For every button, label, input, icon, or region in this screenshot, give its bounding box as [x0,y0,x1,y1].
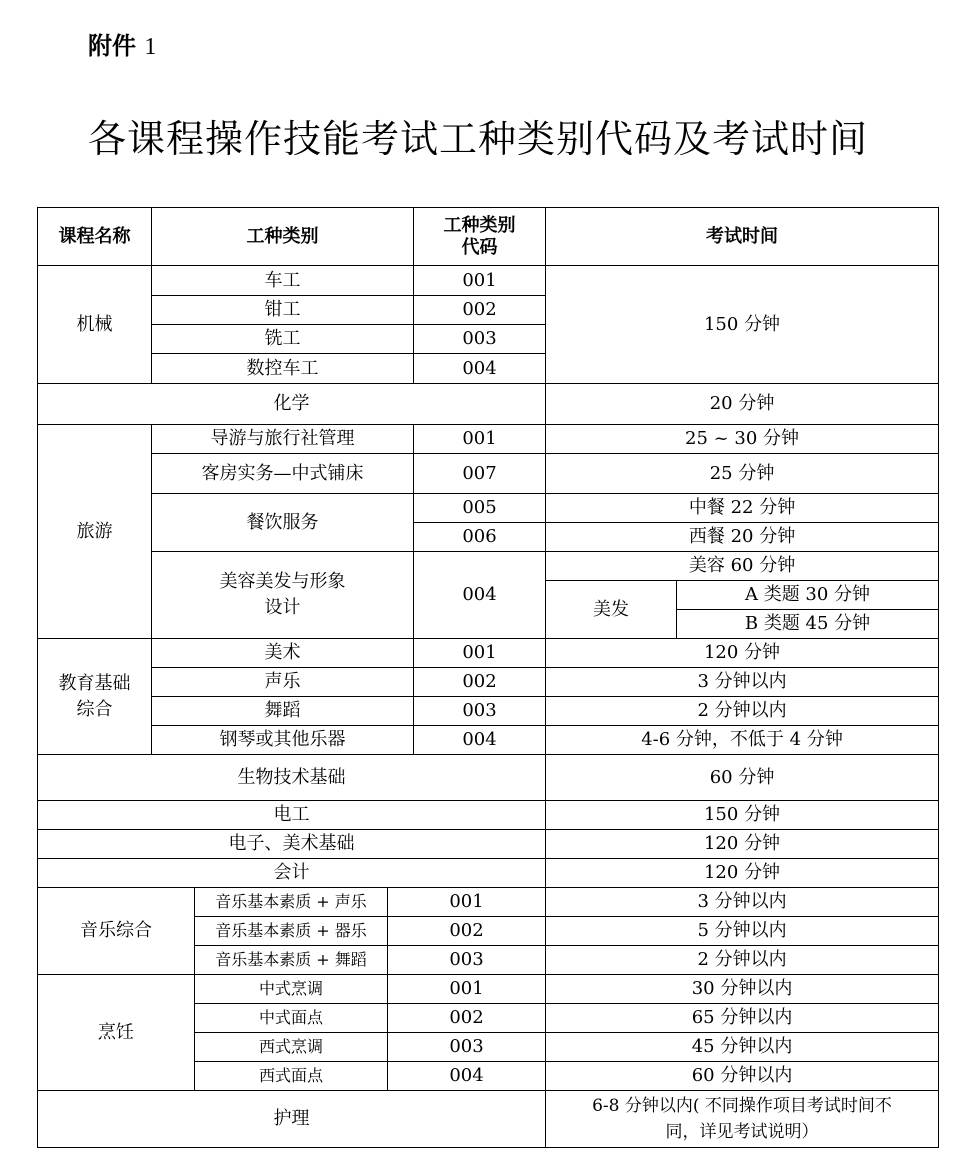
time-line: 同，详见考试说明） [665,1122,819,1142]
table-row [38,425,939,454]
header-type: 工种类别 [152,208,414,266]
code-cell: 002 [388,1004,546,1033]
time-cell: 65 分钟以内 [546,1004,939,1033]
type-cell: 导游与旅行社管理 [152,425,414,454]
table-row [38,1091,939,1148]
type-cell: 餐饮服务 [152,494,414,552]
header-time: 考试时间 [546,208,939,266]
time-cell: 120 分钟 [546,830,939,859]
time-jixie: 150 分钟 [546,266,939,384]
time-line: 6-8 分钟以内( 不同操作项目考试时间不 [592,1096,892,1116]
time-cell: 5 分钟以内 [546,917,939,946]
time-cell: 西餐 20 分钟 [546,523,939,552]
time-cell: 25 分钟 [546,454,939,494]
code-cell: 001 [414,425,546,454]
time-cell: 25 ~ 30 分钟 [546,425,939,454]
code-cell: 004 [414,726,546,755]
course-line: 教育基础 [58,672,131,694]
table-row [38,726,939,755]
time-cell: 美容 60 分钟 [546,552,939,581]
course-pengren: 烹饪 [38,975,195,1091]
time-cell: 30 分钟以内 [546,975,939,1004]
course-lvyou: 旅游 [38,425,152,639]
code-cell: 003 [414,325,546,354]
course-diangong: 电工 [38,801,546,830]
type-cell: 中式面点 [195,1004,388,1033]
document-title: 各课程操作技能考试工种类别代码及考试时间 [87,117,868,161]
code-cell: 001 [414,266,546,296]
time-cell: 3 分钟以内 [546,668,939,697]
type-cell: 音乐基本素质 + 舞蹈 [195,946,388,975]
type-line: 设计 [264,597,301,618]
course-huli: 护理 [38,1091,546,1148]
course-jiaoyu [38,639,152,755]
time-cell [546,1091,939,1148]
time-cell: B 类题 45 分钟 [677,610,939,639]
header-code-line1: 工种类别 [443,214,516,236]
code-cell: 006 [414,523,546,552]
time-cell: 150 分钟 [546,801,939,830]
type-cell: 车工 [152,266,414,296]
type-cell: 美术 [152,639,414,668]
annex-number: 1 [144,34,157,60]
header-course: 课程名称 [38,208,152,266]
table-row [38,859,939,888]
time-cell: 中餐 22 分钟 [546,494,939,523]
code-cell: 004 [414,354,546,384]
type-cell: 铣工 [152,325,414,354]
exam-schedule-table [37,207,939,1148]
type-line: 美容美发与形象 [219,571,346,592]
time-cell: 60 分钟 [546,755,939,801]
time-cell: 20 分钟 [546,384,939,425]
course-shengwu: 生物技术基础 [38,755,546,801]
table-row [38,697,939,726]
type-cell: 音乐基本素质 + 器乐 [195,917,388,946]
code-cell: 004 [414,552,546,639]
meifa-cell: 美发 [546,581,677,639]
header-code [414,208,546,266]
code-cell: 003 [388,946,546,975]
header-code-line2: 代码 [461,236,498,258]
type-cell: 中式烹调 [195,975,388,1004]
type-cell: 声乐 [152,668,414,697]
annex-text: 附件 [88,32,136,60]
annex-label [88,26,156,61]
code-cell: 005 [414,494,546,523]
type-cell: 钳工 [152,296,414,325]
table-row [38,639,939,668]
table-row [38,552,939,581]
code-cell: 001 [414,639,546,668]
type-cell: 西式面点 [195,1062,388,1091]
type-cell [152,552,414,639]
code-cell: 007 [414,454,546,494]
code-cell: 001 [388,975,546,1004]
table-row [38,266,939,296]
type-cell: 数控车工 [152,354,414,384]
type-cell: 客房实务—中式铺床 [152,454,414,494]
course-line: 综合 [76,698,113,720]
table-row [38,755,939,801]
time-cell: 120 分钟 [546,639,939,668]
table-row [38,888,939,917]
course-dianzi: 电子、美术基础 [38,830,546,859]
time-cell: 2 分钟以内 [546,697,939,726]
code-cell: 002 [388,917,546,946]
type-cell: 西式烹调 [195,1033,388,1062]
table-header-row [38,208,939,266]
course-jixie: 机械 [38,266,152,384]
time-cell: 4-6 分钟，不低于 4 分钟 [546,726,939,755]
time-cell: 2 分钟以内 [546,946,939,975]
table-row [38,494,939,523]
code-cell: 002 [414,296,546,325]
code-cell: 002 [414,668,546,697]
course-kuaiji: 会计 [38,859,546,888]
code-cell: 001 [388,888,546,917]
table-row [38,454,939,494]
code-cell: 003 [388,1033,546,1062]
time-cell: 120 分钟 [546,859,939,888]
course-huaxue: 化学 [38,384,546,425]
course-yinyue: 音乐综合 [38,888,195,975]
code-cell: 004 [388,1062,546,1091]
type-cell: 音乐基本素质 + 声乐 [195,888,388,917]
time-cell: A 类题 30 分钟 [677,581,939,610]
type-cell: 钢琴或其他乐器 [152,726,414,755]
table-row [38,668,939,697]
time-cell: 45 分钟以内 [546,1033,939,1062]
table-row [38,975,939,1004]
table-row [38,830,939,859]
type-cell: 舞蹈 [152,697,414,726]
time-cell: 60 分钟以内 [546,1062,939,1091]
code-cell: 003 [414,697,546,726]
table-row [38,801,939,830]
time-cell: 3 分钟以内 [546,888,939,917]
table-row [38,384,939,425]
